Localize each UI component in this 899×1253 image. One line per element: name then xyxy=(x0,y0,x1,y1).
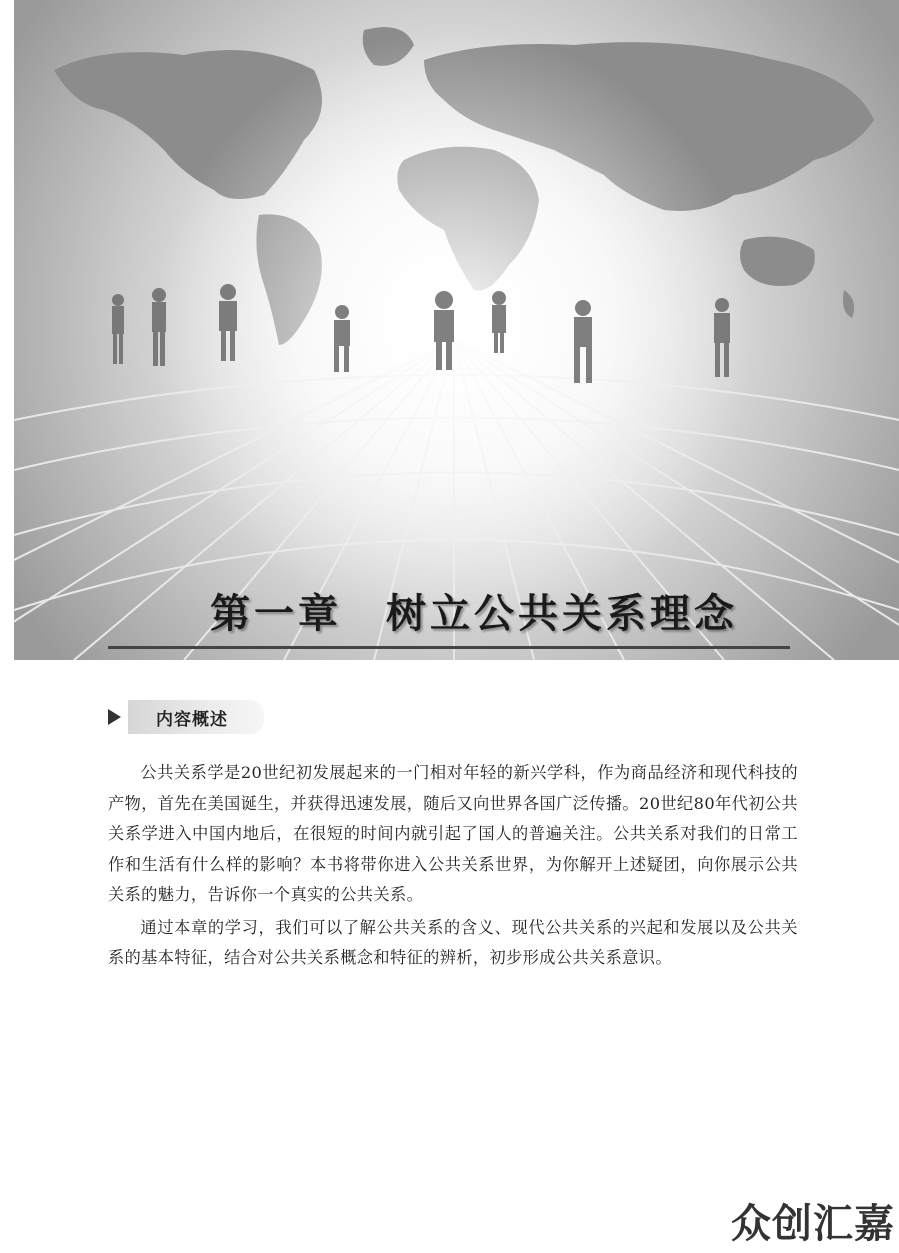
paragraph-2: 通过本章的学习，我们可以了解公共关系的含义、现代公共关系的兴起和发展以及公共关系的基本特征，结合对公共关系概念和特征的辨析，初步形成公共关系意识。 xyxy=(108,917,798,967)
chapter-overview-text xyxy=(108,758,798,976)
triangle-right-icon xyxy=(108,709,121,725)
section-label: 内容概述 xyxy=(156,710,228,730)
watermark-logo: 众创汇嘉 xyxy=(731,1201,895,1247)
title-divider xyxy=(108,646,790,649)
paragraph-1: 公共关系学是20世纪初发展起来的一门相对年轻的新兴学科，作为商品经济和现代科技的产物，首先在美国诞生，并获得迅速发展，随后又向世界各国广泛传播。20世纪80年代初公共关系学进入中国内地后，在很短的时间内就引起了国人的普遍关注。公共关系对我们的日常工作和生活有什么样的影响？本书将带你进入公共关系世界，为你解开上述疑团，向你展示公共关系的魅力，告诉你一个真实的公共关系。 xyxy=(108,763,798,904)
section-label-box xyxy=(128,700,264,734)
world-map-illustration xyxy=(14,0,899,660)
chapter-title: 第一章 树立公共关系理念 xyxy=(210,591,738,637)
chapter-banner-image xyxy=(14,0,899,660)
